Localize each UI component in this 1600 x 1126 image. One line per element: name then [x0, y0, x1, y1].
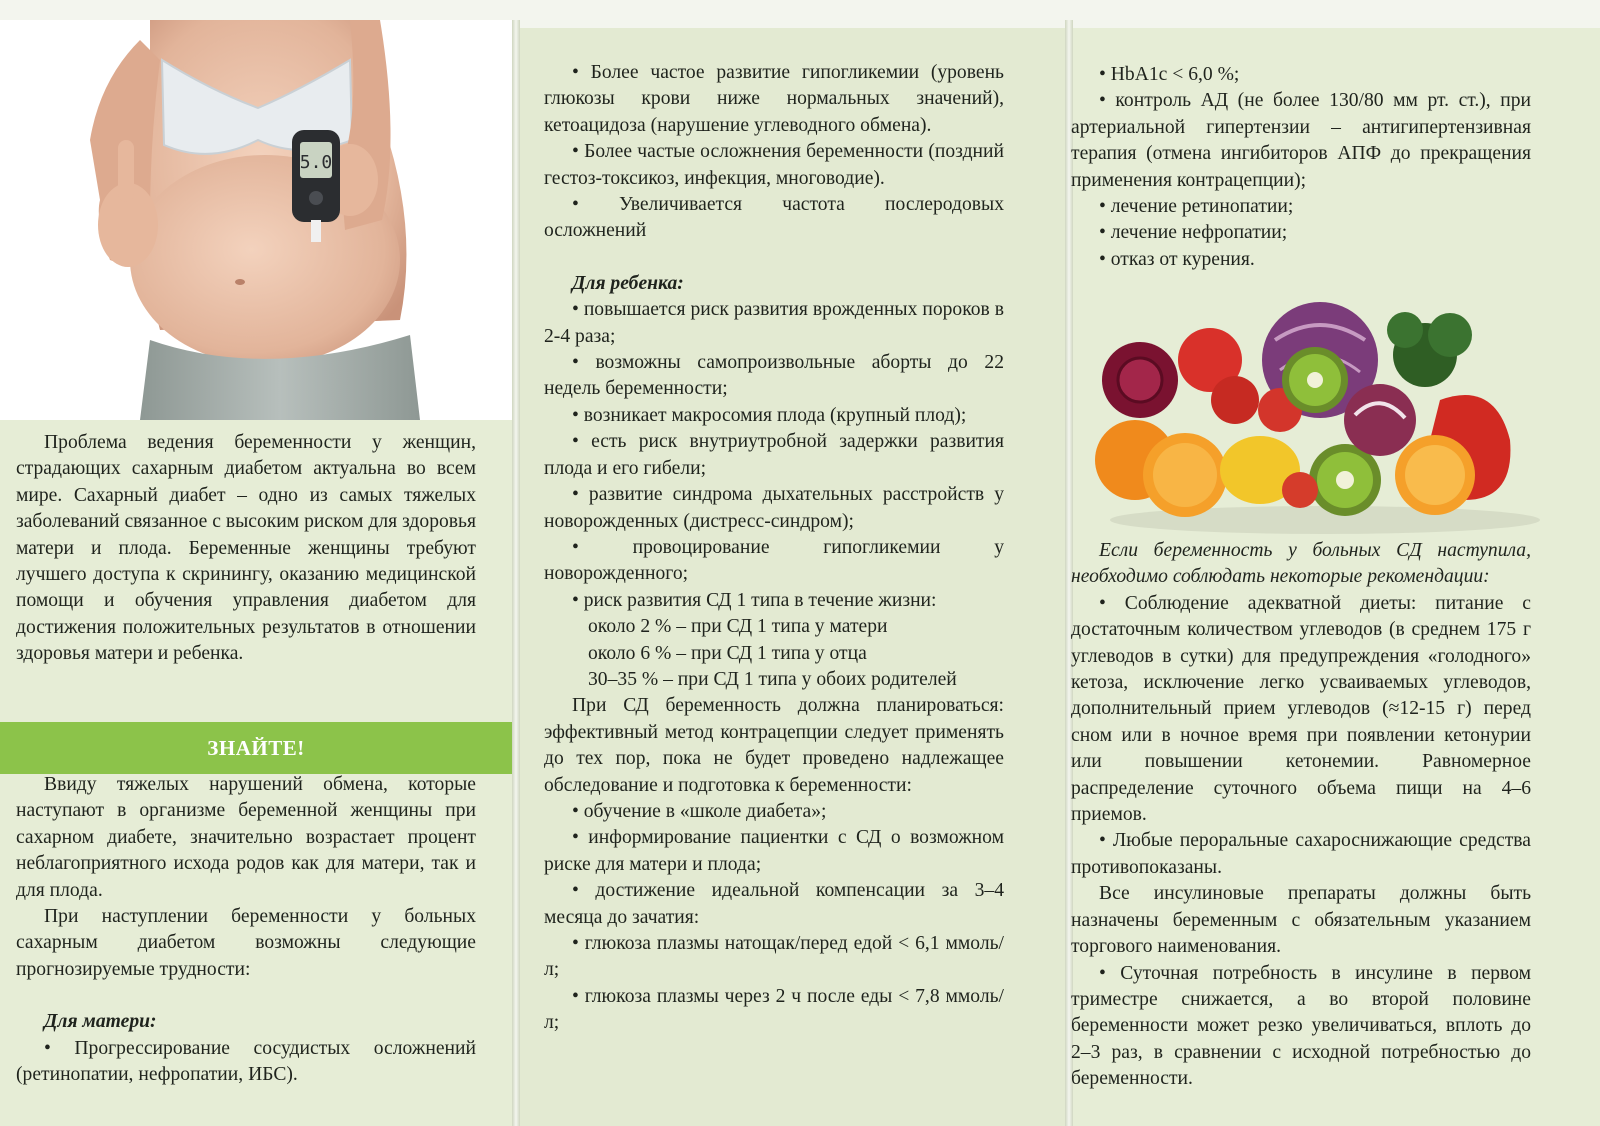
risk-line: 30–35 % – при СД 1 типа у обоих родителей — [588, 668, 957, 690]
pregnant-woman-photo — [0, 20, 512, 420]
list-item: • есть риск внутриутробной задержки развития плода и его гибели; — [544, 431, 1004, 479]
recommendations-heading: Если беременность у больных СД наступила, необходимо соблюдать некоторые рекомендации: — [1071, 540, 1531, 588]
list-item: • развитие синдрома дыхательных расстройств у новорожденных (дистресс-синдром); — [544, 484, 1004, 532]
mother-heading: Для матери: — [44, 1011, 157, 1033]
col1-text-block — [16, 772, 476, 1088]
list-item: • лечение ретинопатии; — [1099, 196, 1294, 218]
list-item: • Прогрессирование сосудистых осложнений (ретинопатии, нефропатии, ИБС). — [16, 1037, 476, 1086]
list-item: • Увеличивается частота послеродовых осложнений — [544, 194, 1004, 242]
banner-title: ЗНАЙТЕ! — [207, 735, 305, 760]
child-heading: Для ребенка: — [572, 272, 684, 294]
vegetables-illustration — [1095, 300, 1555, 540]
list-item: • провоцирование гипогликемии у новорожденного; — [544, 536, 1004, 585]
list-item: • риск развития СД 1 типа в течение жизни: — [572, 589, 937, 611]
list-item: • обучение в «школе диабета»; — [572, 800, 827, 822]
list-item: • Суточная потребность в инсулине в первом триместре снижается, а во второй половине беременности может резко увеличиваться, вплоть до 2–3 раз, в сравнении с исходной потребностью до беременности. — [1071, 962, 1531, 1090]
list-item: • возникает макросомия плода (крупный плод); — [572, 404, 967, 426]
col3-top-text-block — [1071, 62, 1531, 273]
paragraph: При наступлении беременности у больных сахарным диабетом возможны следующие прогнозируемые трудности: — [16, 906, 476, 980]
list-item: • Любые пероральные сахароснижающие средства противопоказаны. — [1071, 830, 1531, 878]
list-item: • лечение нефропатии; — [1099, 222, 1288, 244]
meter-display: 5.0 — [299, 152, 333, 173]
list-item: • отказ от курения. — [1099, 248, 1255, 270]
list-item: • глюкоза плазмы натощак/перед едой < 6,1 ммоль/л; — [544, 933, 1004, 981]
list-item: • достижение идеальной компенсации за 3–4 месяца до зачатия: — [544, 880, 1004, 928]
list-item: • глюкоза плазмы через 2 ч после еды < 7,8 ммоль/л; — [544, 985, 1004, 1034]
list-item: • повышается риск развития врожденных пороков в 2-4 раза; — [544, 299, 1004, 347]
list-item: • HbA1c < 6,0 %; — [1099, 64, 1240, 85]
col3-bottom-text-block — [1071, 538, 1531, 1093]
paragraph: Все инсулиновые препараты должны быть назначены беременным с обязательным указанием торгового наименования. — [1071, 883, 1531, 958]
col2-text-block — [544, 60, 1004, 1037]
list-item: • возможны самопроизвольные аборты до 22 недель беременности; — [544, 352, 1004, 400]
fold-line — [512, 20, 520, 1126]
risk-line: около 2 % – при СД 1 типа у матери — [588, 616, 888, 638]
list-item: • информирование пациентки с СД о возможном риске для матери и плода; — [544, 827, 1004, 875]
vegetables-image — [1095, 300, 1555, 540]
list-item: • контроль АД (не более 130/80 мм рт. ст.), при артериальной гипертензии – антигипертензивная терапия (отмена ингибиторов АПФ до прекращения применения контрацепции); — [1071, 90, 1531, 191]
list-item: • Более частые осложнения беременности (поздний гестоз-токсикоз, инфекция, многоводие). — [544, 141, 1004, 189]
list-item: • Соблюдение адекватной диеты: питание с достаточным количеством углеводов (в среднем 175 г углеводов в сутки) для предупреждения «голодного» кетоза, исключение легко усваиваемых углеводов, дополнительный прием углеводов (≈12-15 г) перед сном или в ночное время при появлении кетонурии или повышении кетонемии. Равномерное распределение суточного объема пищи на 4–6 приемов. — [1071, 592, 1531, 826]
list-item: • Более частое развитие гипогликемии (уровень глюкозы крови ниже нормальных значений), кетоацидоза (нарушение углеводного обмена). — [544, 62, 1004, 136]
intro-paragraph: Проблема ведения беременности у женщин, страдающих сахарным диабетом актуальна во всем мире. Сахарный диабет – одно из самых тяжелых заболеваний связанное с высоким риском для здоровья матери и плода. Беременные женщины требуют лучшего доступа к скринингу, оказанию медицинской помощи и обучения управления диабетом для достижения положительных результатов в отношении здоровья матери и ребенка. — [16, 432, 476, 665]
risk-line: около 6 % – при СД 1 типа у отца — [588, 642, 867, 664]
intro-text-block — [16, 430, 476, 668]
know-banner — [0, 722, 512, 774]
paragraph: При СД беременность должна планироваться: эффективный метод контрацепции следует применять до тех пор, пока не будет проведено надлежащее обследование и подготовка к беременности: — [544, 695, 1004, 796]
paragraph: Ввиду тяжелых нарушений обмена, которые наступают в организме беременной женщины при сахарном диабете, значительно возрастает процент неблагоприятного исхода родов как для матери, так и для плода. — [16, 774, 476, 901]
pregnant-woman-illustration — [0, 20, 512, 420]
